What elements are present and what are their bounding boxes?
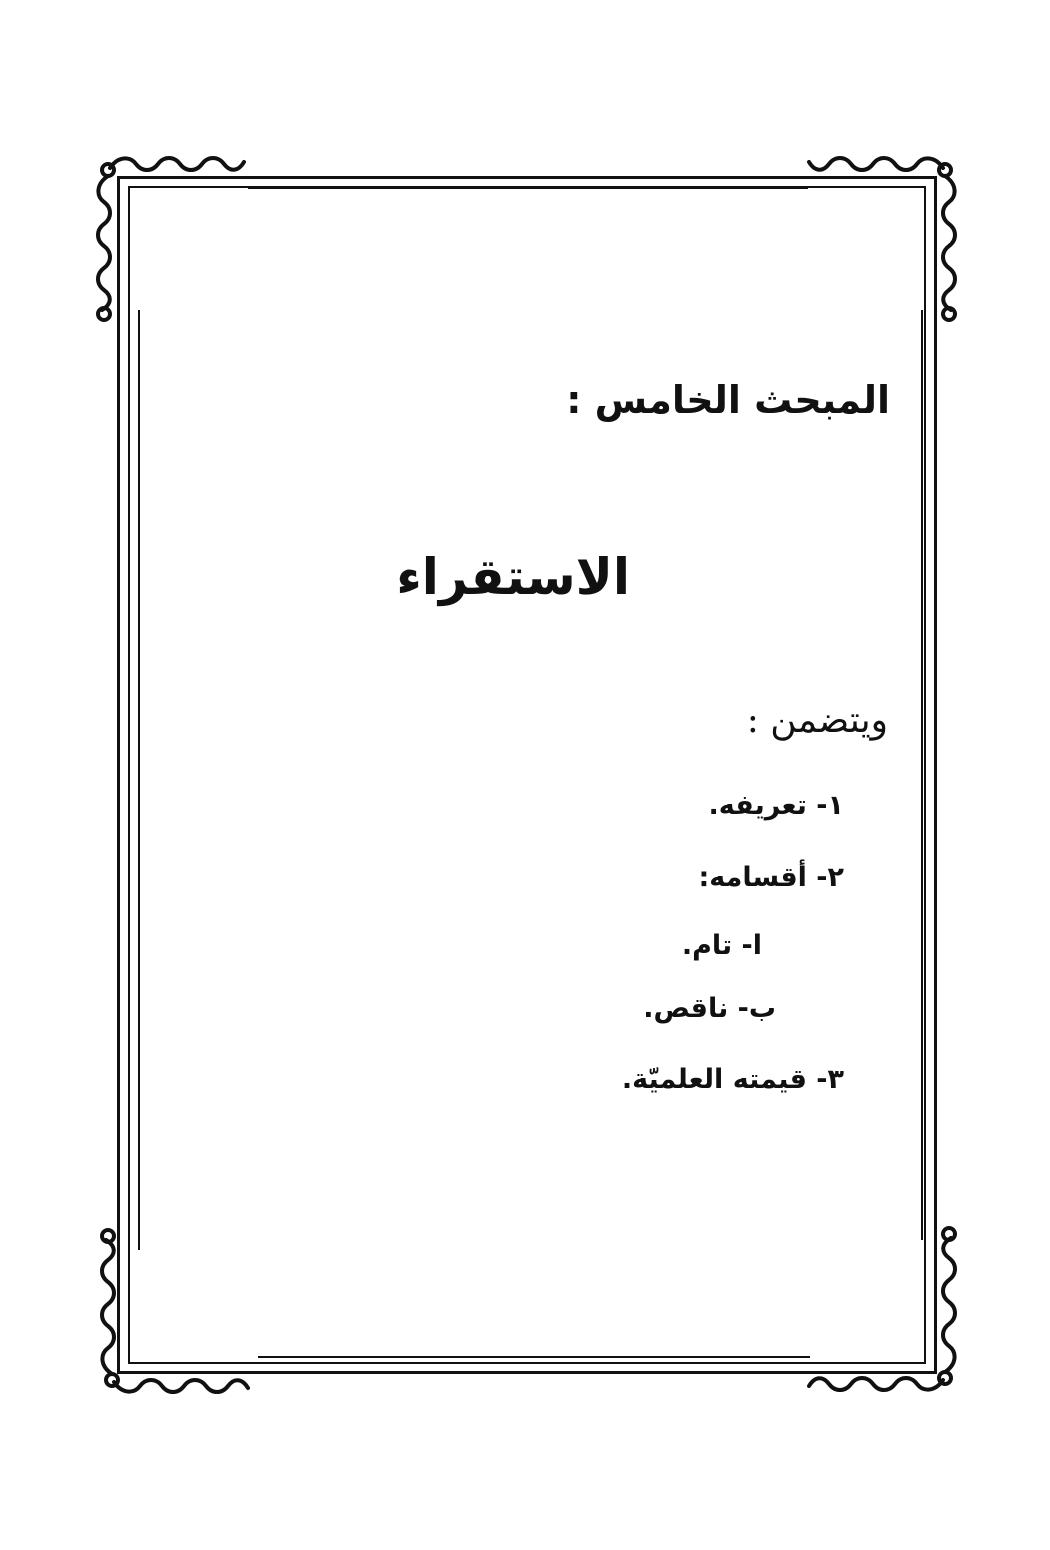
right-rule bbox=[921, 310, 923, 1240]
scroll-ornament-icon bbox=[88, 146, 263, 326]
chapter-label: المبحث الخامس : bbox=[566, 378, 890, 422]
list-item: ٢- أقسامه: bbox=[698, 862, 844, 893]
sub-list-item: ا- تام. bbox=[681, 930, 762, 961]
scroll-ornament-icon bbox=[790, 146, 965, 326]
scroll-ornament-icon bbox=[92, 1224, 267, 1404]
sub-list-item: ب- ناقص. bbox=[643, 993, 776, 1024]
list-item: ١- تعريفه. bbox=[708, 790, 844, 821]
intro-label: ويتضمن : bbox=[746, 700, 888, 741]
bottom-rule bbox=[258, 1356, 810, 1358]
inner-border bbox=[128, 186, 926, 1364]
top-rule bbox=[248, 187, 808, 189]
scroll-ornament-icon bbox=[790, 1222, 965, 1402]
main-title: الاستقراء bbox=[396, 548, 630, 606]
list-item: ٣- قيمته العلميّة. bbox=[621, 1064, 844, 1095]
left-rule bbox=[138, 310, 140, 1250]
